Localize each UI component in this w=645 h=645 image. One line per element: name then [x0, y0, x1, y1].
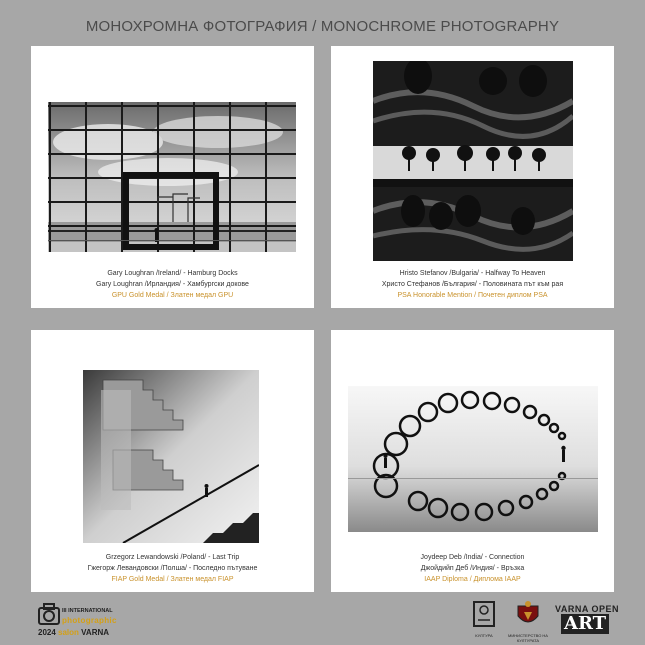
title-bg: МОНОХРОМНА ФОТОГРАФИЯ — [85, 18, 308, 35]
camera-icon — [38, 602, 60, 628]
entry-line-en: Hristo Stefanov /Bulgaria/ - Halfway To Heaven — [399, 270, 546, 277]
entry-line-bg: Гжегорж Левандовски /Полша/ - Последно пътуване — [87, 565, 258, 572]
entry-card-halfway-to-heaven[interactable] — [331, 46, 614, 308]
salon-year-city — [38, 628, 109, 637]
kultura-logo[interactable] — [470, 600, 498, 638]
salon-edition: III INTERNATIONAL — [62, 608, 113, 614]
entry-line-bg: Христо Стефанов /България/ - Половината път към рая — [381, 281, 564, 288]
salon-word: salon — [58, 628, 79, 637]
varna-open-title[interactable]: VARNA OPEN — [555, 604, 620, 614]
salon-type: photographic — [62, 616, 117, 625]
entry-caption — [331, 268, 614, 301]
entry-card-connection[interactable] — [331, 330, 614, 592]
entry-line-en: Grzegorz Lewandowski /Poland/ - Last Trip — [105, 554, 240, 561]
kultura-emblem-icon — [470, 600, 498, 628]
entry-award: GPU Gold Medal / Златен медал GPU — [111, 292, 234, 299]
art-logo[interactable]: ART — [561, 614, 609, 634]
photo-hamburg-docks[interactable] — [48, 102, 296, 252]
entry-card-last-trip[interactable] — [31, 330, 314, 592]
salon-logo[interactable] — [34, 600, 144, 642]
entry-line-bg: Gary Loughran /Ирландия/ - Хамбургски докове — [96, 281, 249, 288]
salon-city: VARNA — [81, 628, 110, 637]
kultura-text: КУЛТУРА — [475, 633, 493, 638]
photo-last-trip[interactable] — [83, 370, 259, 543]
salon-year: 2024 — [38, 628, 56, 637]
entry-award: IAAP Diploma / Диплома IAAP — [424, 576, 521, 583]
title-en: MONOCHROME PHOTOGRAPHY — [320, 18, 560, 35]
page-title — [0, 18, 645, 35]
ministry-logo[interactable] — [508, 600, 548, 643]
entry-card-hamburg-docks[interactable] — [31, 46, 314, 308]
entry-award: FIAP Gold Medal / Златен медал FIAP — [111, 576, 234, 583]
entry-caption — [31, 268, 314, 301]
entry-award: PSA Honorable Mention / Почетен диплом PSA — [397, 292, 548, 299]
entry-caption — [31, 552, 314, 585]
entry-line-en: Joydeep Deb /India/ - Connection — [420, 554, 525, 561]
photo-halfway-to-heaven[interactable] — [373, 61, 573, 261]
entry-line-en: Gary Loughran /Ireland/ - Hamburg Docks — [107, 270, 238, 277]
entry-caption — [331, 552, 614, 585]
footer — [0, 600, 645, 645]
title-separator: / — [312, 18, 317, 35]
coat-of-arms-icon — [514, 600, 542, 628]
photo-connection[interactable] — [348, 386, 598, 532]
ministry-text: МИНИСТЕРСТВО НА КУЛТУРАТА — [508, 633, 548, 643]
entry-line-bg: Джойдийп Деб /Индия/ - Връзка — [420, 565, 525, 572]
